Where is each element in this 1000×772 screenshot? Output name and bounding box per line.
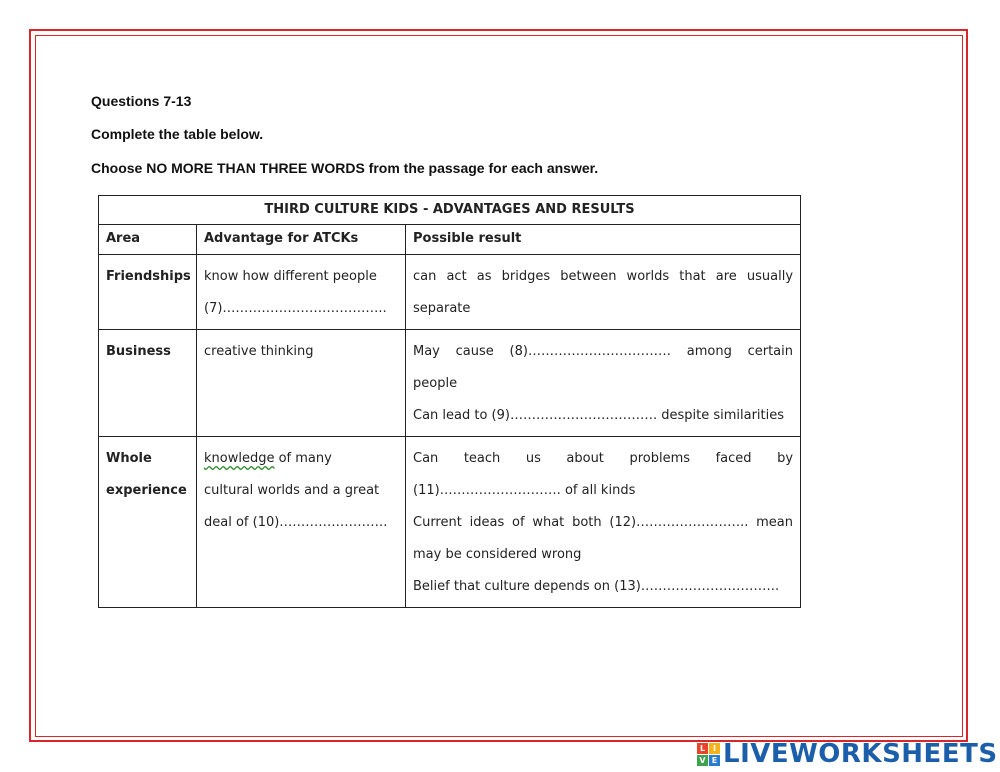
logo-letter: I (709, 743, 720, 754)
logo-wordmark: LIVEWORKSHEETS (723, 739, 998, 769)
area-line: Whole (106, 451, 152, 466)
advantage-cell (197, 437, 406, 608)
table-title: THIRD CULTURE KIDS - ADVANTAGES AND RESULTS (99, 196, 801, 225)
answer-blank-7[interactable]: (7)……………………………….. (204, 301, 387, 316)
result-cell (406, 255, 801, 330)
advantage-line: cultural worlds and a great (204, 483, 380, 498)
instruction-word-limit: Choose NO MORE THAN THREE WORDS from the passage for each answer. (91, 160, 599, 176)
logo-letter: E (709, 755, 720, 766)
advantage-cell (197, 255, 406, 330)
result-line: Can teach us about problems faced by (413, 451, 794, 466)
result-line: separate (413, 301, 471, 316)
header-advantage: Advantage for ATCKs (197, 225, 406, 255)
questions-heading: Questions 7-13 (91, 93, 192, 109)
answer-blank-13[interactable]: Belief that culture depends on (13)………………………….. (413, 579, 780, 594)
answer-blank-12[interactable]: Current ideas of what both (12)…………………….. mean (413, 515, 794, 530)
logo-letter: L (697, 743, 708, 754)
area-cell: Business (99, 330, 197, 437)
area-cell: Friendships (99, 255, 197, 330)
header-result: Possible result (406, 225, 801, 255)
result-line: may be considered wrong (413, 547, 582, 562)
table-row-business (99, 330, 801, 437)
instruction-complete: Complete the table below. (91, 126, 264, 142)
area-cell (99, 437, 197, 608)
answer-blank-11[interactable]: (11)………………………. of all kinds (413, 483, 636, 498)
table-row-whole-experience (99, 437, 801, 608)
logo-mark-icon (697, 743, 720, 766)
result-line: people (413, 376, 458, 391)
liveworksheets-logo (697, 737, 998, 771)
answer-blank-9[interactable]: Can lead to (9)……………………………. despite similarities (413, 408, 785, 423)
header-area: Area (99, 225, 197, 255)
advantage-line: know how different people (204, 269, 377, 284)
advantage-cell: creative thinking (197, 330, 406, 437)
result-cell (406, 437, 801, 608)
area-line: experience (106, 483, 187, 498)
logo-letter: V (697, 755, 708, 766)
result-line: can act as bridges between worlds that are usually (413, 269, 794, 284)
spellcheck-word: knowledge (204, 451, 275, 466)
answer-blank-8[interactable]: May cause (8)…………………………… among certain (413, 344, 794, 359)
answer-blank-10[interactable]: deal of (10)……………………. (204, 515, 388, 530)
table-header-row (99, 225, 801, 255)
table-row-friendships (99, 255, 801, 330)
advantage-text: of many (274, 451, 332, 466)
advantage-line (204, 443, 398, 475)
answer-table (98, 195, 801, 608)
result-cell (406, 330, 801, 437)
